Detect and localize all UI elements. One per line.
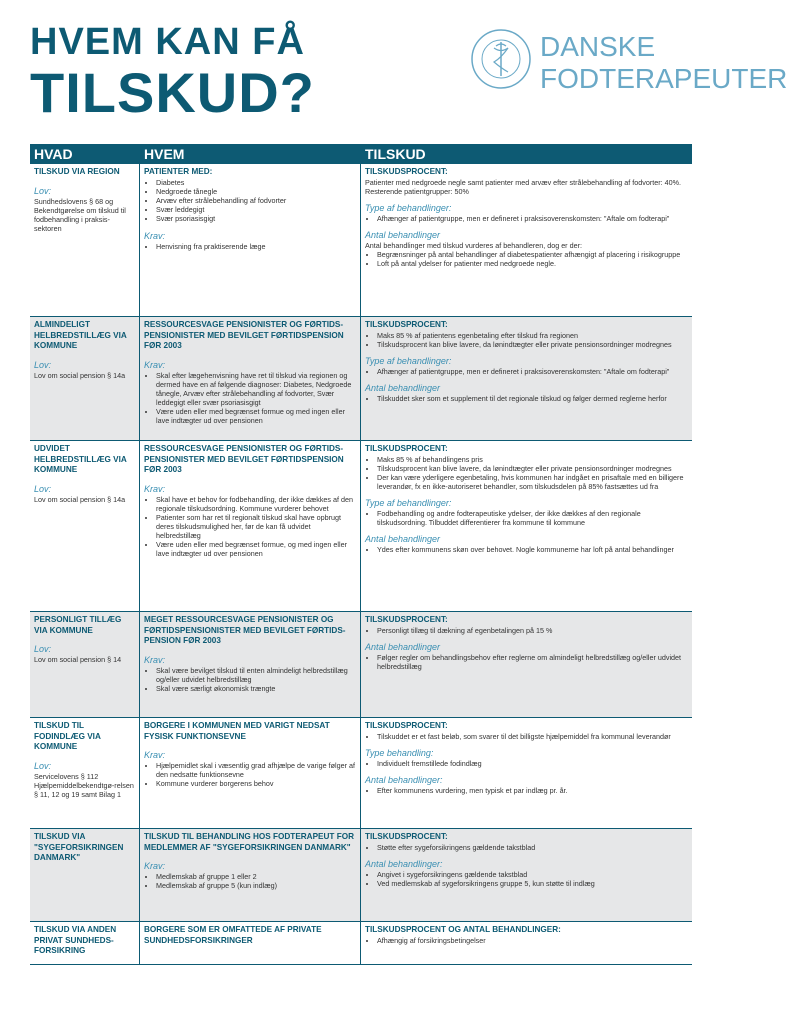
list-item: • Afhænger af patientgruppe, men er defineret i praksisoverenskomsten: "Aftale om fodterapi" (377, 214, 688, 223)
antal-list (365, 250, 688, 268)
type-label: Type behandling: (365, 747, 434, 758)
table-row (30, 718, 692, 829)
cell-hvad (30, 922, 140, 964)
antal-list (365, 653, 688, 671)
list-item: • Hjælpemidlet skal i væsentlig grad afhjælpe de varige følger af den nedsatte funktionsevne (156, 761, 356, 779)
type-list (365, 214, 688, 223)
cell-hvem (140, 317, 361, 440)
table-row (30, 317, 692, 441)
list-item: • Individuelt fremstillede fodindlæg (377, 759, 688, 768)
type-list (365, 509, 688, 527)
hvem-title: MEGET RESSOURCESVAGE PENSIONISTER OG FØRTIDSPENSIONISTER MED BEVILGET FØRTIDS-PENSION FØR 2003 (144, 615, 346, 645)
header-tilskud: TILSKUD (365, 146, 426, 162)
krav-label: Krav: (144, 750, 166, 760)
list-item: • Skal være bevilget tilskud til enten almindeligt helbredstillæg og/eller udvidet helbredstillæg (156, 666, 356, 684)
row-title: UDVIDET HELBREDSTILLÆG VIA KOMMUNE (34, 444, 127, 474)
krav-label: Krav: (144, 230, 166, 241)
list-item: • Efter kommunens vurdering, men typisk et par indlæg pr. år. (377, 786, 688, 795)
list-item: • Loft på antal ydelser for patienter med nedgroede negle. (377, 259, 688, 268)
list-item: • Nedgroede tånegle (156, 187, 356, 196)
lov-label: Lov: (34, 185, 52, 196)
procent-text2: Resterende patientgrupper: 50% (365, 186, 469, 196)
procent-list (365, 936, 688, 945)
header-hvad: HVAD (34, 146, 73, 162)
cell-tilskud (361, 829, 692, 921)
seal-logo-icon (470, 28, 532, 90)
antal-label: Antal behandlinger (365, 533, 441, 544)
list-item: • Tilskudsprocent kan blive lavere, da lønindtægter eller private pensionsordninger modregnes (377, 340, 688, 349)
list-item: • Der kan være yderligere egenbetaling, hvis kommunen har indgået en prisaftale med en billigere leverandør, fx en ikke-autoriseret behandler, som tilskudsdelen på 85% fastsættes ud fra (377, 473, 688, 491)
cell-hvem (140, 829, 361, 921)
krav-list (144, 371, 356, 425)
lov-label: Lov: (34, 644, 52, 654)
krav-list (144, 242, 356, 251)
lov-label: Lov: (34, 359, 52, 370)
list-item: • Afhænger af patientgruppe, men er defineret i praksisoverenskomsten: "Aftale om fodterapi" (377, 367, 688, 376)
title-line2: TILSKUD? (30, 61, 315, 124)
cell-tilskud (361, 718, 692, 828)
krav-label: Krav: (144, 483, 166, 494)
row-title: TILSKUD TIL FODINDLÆG VIA KOMMUNE (34, 721, 101, 751)
krav-list (144, 872, 356, 890)
antal-label: Antal behandlinger (365, 382, 441, 393)
title-line1: HVEM KAN FÅ (30, 21, 305, 63)
cell-tilskud (361, 441, 692, 611)
antal-list (365, 394, 688, 403)
type-label: Type af behandlinger: (365, 202, 452, 213)
hvem-title: RESSOURCESVAGE PENSIONISTER OG FØRTIDS-PENSIONISTER MED BEVILGET FØRTIDSPENSION FØR 2003 (144, 444, 344, 474)
hvem-list (144, 178, 356, 223)
row-title: ALMINDELIGT HELBREDSTILLÆG VIA KOMMUNE (34, 320, 127, 350)
list-item: • Ydes efter kommunens skøn over behovet. Nogle kommunerne har loft på antal behandlinger (377, 545, 688, 554)
page-title (30, 22, 315, 124)
list-item: • Patienter som har ret til regionalt tilskud skal have opbrugt deres tilskudsmulighed her, før de kan få udvidet helbredstillæg (156, 513, 356, 540)
cell-tilskud (361, 164, 692, 316)
hvem-title: PATIENTER MED: (144, 167, 213, 176)
hvem-title: TILSKUD TIL BEHANDLING HOS FODTERAPEUT FOR MEDLEMMER AF "SYGEFORSIKRINGEN DANMARK" (144, 832, 354, 852)
logo (470, 28, 787, 100)
list-item: • Kommune vurderer borgerens behov (156, 779, 356, 788)
cell-tilskud (361, 612, 692, 717)
cell-hvad (30, 612, 140, 717)
list-item: • Følger regler om behandlingsbehov efter reglerne om almindeligt helbredstillæg og/eller udvidet helbredstillæg (377, 653, 688, 671)
list-item: • Maks 85 % af behandlingens pris (377, 455, 688, 464)
cell-hvem (140, 612, 361, 717)
cell-tilskud (361, 922, 692, 964)
list-item: • Tilskudsprocent kan blive lavere, da lønindtægter eller private pensionsordninger modregnes (377, 464, 688, 473)
cell-hvad (30, 164, 140, 316)
list-item: • Støtte efter sygeforsikringens gældende takstblad (377, 843, 688, 852)
lov-text: Sundhedslovens § 68 og Bekendtgørelse om tilskud til fodbehandling i praksis-sektoren (34, 196, 126, 233)
list-item: • Afhængig af forsikringsbetingelser (377, 936, 688, 945)
list-item: • Angivet i sygeforsikringens gældende takstblad (377, 870, 688, 879)
row-title: PERSONLIGT TILLÆG VIA KOMMUNE (34, 615, 122, 635)
krav-list (144, 761, 356, 788)
cell-hvem (140, 164, 361, 316)
procent-text: Patienter med nedgroede negle samt patienter med arvæv efter strålebehandling af fodvorter: 40%. (365, 177, 682, 187)
row-title: TILSKUD VIA ANDEN PRIVAT SUNDHEDS-FORSIKRING (34, 925, 117, 955)
list-item: • Være uden eller med begrænset formue, og med ingen eller lave indtægter ud over pensionen (156, 540, 356, 558)
type-list (365, 367, 688, 376)
antal-list (365, 786, 688, 795)
table-row (30, 922, 692, 965)
list-item: • Arvæv efter strålebehandling af fodvorter (156, 196, 356, 205)
list-item: • Tilskuddet er et fast beløb, som svarer til det billigste hjælpemiddel fra kommunal leverandør (377, 732, 688, 741)
list-item: • Medlemskab af gruppe 1 eller 2 (156, 872, 356, 881)
krav-label: Krav: (144, 359, 166, 370)
row-title: TILSKUD VIA REGION (34, 167, 120, 176)
procent-label: TILSKUDSPROCENT: (365, 832, 448, 841)
procent-label: TILSKUDSPROCENT OG ANTAL BEHANDLINGER: (365, 925, 561, 934)
krav-label: Krav: (144, 654, 166, 665)
header-hvem: HVEM (144, 146, 185, 162)
row-title: TILSKUD VIA "SYGEFORSIKRINGEN DANMARK" (34, 832, 124, 862)
lov-label: Lov: (34, 760, 52, 771)
krav-list (144, 666, 356, 693)
table-body (30, 164, 692, 965)
list-item: • Fodbehandling og andre fodterapeutiske ydelser, der ikke dækkes af den regionale tilskudsordning. Tilbuddet differentierer fra kommune til kommune (377, 509, 688, 527)
list-item: • Ved medlemskab af sygeforsikringens gruppe 5, kun støtte til indlæg (377, 879, 688, 888)
hvem-title: BORGERE I KOMMUNEN MED VARIGT NEDSAT FYSISK FUNKTIONSEVNE (144, 721, 330, 741)
cell-hvem (140, 441, 361, 611)
hvem-title: BORGERE SOM ER OMFATTEDE AF PRIVATE SUNDHEDSFORSIKRINGER (144, 925, 322, 945)
procent-label: TILSKUDSPROCENT: (365, 615, 448, 624)
antal-list (365, 545, 688, 554)
procent-label: TILSKUDSPROCENT: (365, 444, 448, 453)
cell-tilskud (361, 317, 692, 440)
krav-list (144, 495, 356, 558)
cell-hvad (30, 718, 140, 828)
lov-text: Servicelovens § 112 Hjælpemiddelbekendtgø-relsen § 11, 12 og 19 samt Bilag 1 (34, 771, 134, 799)
type-label: Type af behandlinger: (365, 355, 452, 366)
list-item: • Maks 85 % af patientens egenbetaling efter tilskud fra regionen (377, 331, 688, 340)
list-item: • Svær psoriasisgigt (156, 214, 356, 223)
antal-label: Antal behandlinger: (365, 858, 443, 869)
logo-line1: DANSKE (540, 31, 656, 62)
list-item: • Diabetes (156, 178, 356, 187)
lov-label: Lov: (34, 483, 52, 494)
procent-list (365, 843, 688, 852)
lov-text: Lov om social pension § 14a (34, 370, 126, 380)
cell-hvad (30, 317, 140, 440)
list-item: • Skal have et behov for fodbehandling, der ikke dækkes af den regionale tilskudsordning. Kommune vurderer behovet (156, 495, 356, 513)
cell-hvem (140, 922, 361, 964)
cell-hvad (30, 829, 140, 921)
antal-label: Antal behandlinger (365, 641, 441, 652)
antal-list (365, 870, 688, 888)
list-item: • Begrænsninger på antal behandlinger af diabetespatienter afhængigt af placering i risikogruppe (377, 250, 688, 259)
cell-hvad (30, 441, 140, 611)
antal-text: Antal behandlinger med tilskud vurderes af behandleren, dog er der: (365, 240, 582, 250)
list-item: • Være uden eller med begrænset formue og med ingen eller lave indtægter ud over pensionen (156, 407, 356, 425)
procent-list (365, 626, 688, 635)
cell-hvem (140, 718, 361, 828)
procent-label: TILSKUDSPROCENT: (365, 320, 448, 329)
logo-wordmark (540, 31, 787, 95)
table-row (30, 441, 692, 612)
table-row (30, 829, 692, 922)
list-item: • Medlemskab af gruppe 5 (kun indlæg) (156, 881, 356, 890)
subsidy-table (30, 144, 692, 965)
lov-text: Lov om social pension § 14 (34, 655, 122, 664)
list-item: • Personligt tillæg til dækning af egenbetalingen på 15 % (377, 626, 688, 635)
table-row (30, 612, 692, 718)
procent-label: TILSKUDSPROCENT: (365, 721, 448, 730)
type-label: Type af behandlinger: (365, 497, 452, 508)
antal-label: Antal behandlinger (365, 229, 441, 240)
procent-label: TILSKUDSPROCENT: (365, 167, 448, 176)
list-item: • Skal være særligt økonomisk trængte (156, 684, 356, 693)
table-header (30, 144, 692, 164)
hvem-title: RESSOURCESVAGE PENSIONISTER OG FØRTIDS-PENSIONISTER MED BEVILGET FØRTIDSPENSION FØR 2003 (144, 320, 344, 350)
lov-text: Lov om social pension § 14a (34, 494, 126, 504)
table-row (30, 164, 692, 317)
krav-label: Krav: (144, 861, 166, 871)
procent-list (365, 732, 688, 741)
procent-list (365, 455, 688, 491)
type-list (365, 759, 688, 768)
list-item: • Tilskuddet sker som et supplement til det regionale tilskud og følger dermed reglerne herfor (377, 394, 688, 403)
list-item: • Henvisning fra praktiserende læge (156, 242, 356, 251)
procent-list (365, 331, 688, 349)
list-item: • Skal efter lægehenvisning have ret til tilskud via regionen og dermed have en af følgende diagnoser: Diabetes, Nedgroede tånegle, Arvæv efter strålebehandling af fodvorter, Svær leddegigt eller svær psoriasisgigt (156, 371, 356, 407)
list-item: • Svær leddegigt (156, 205, 356, 214)
antal-label: Antal behandlinger: (365, 774, 443, 785)
logo-line2: FODTERAPEUTER (540, 63, 787, 94)
